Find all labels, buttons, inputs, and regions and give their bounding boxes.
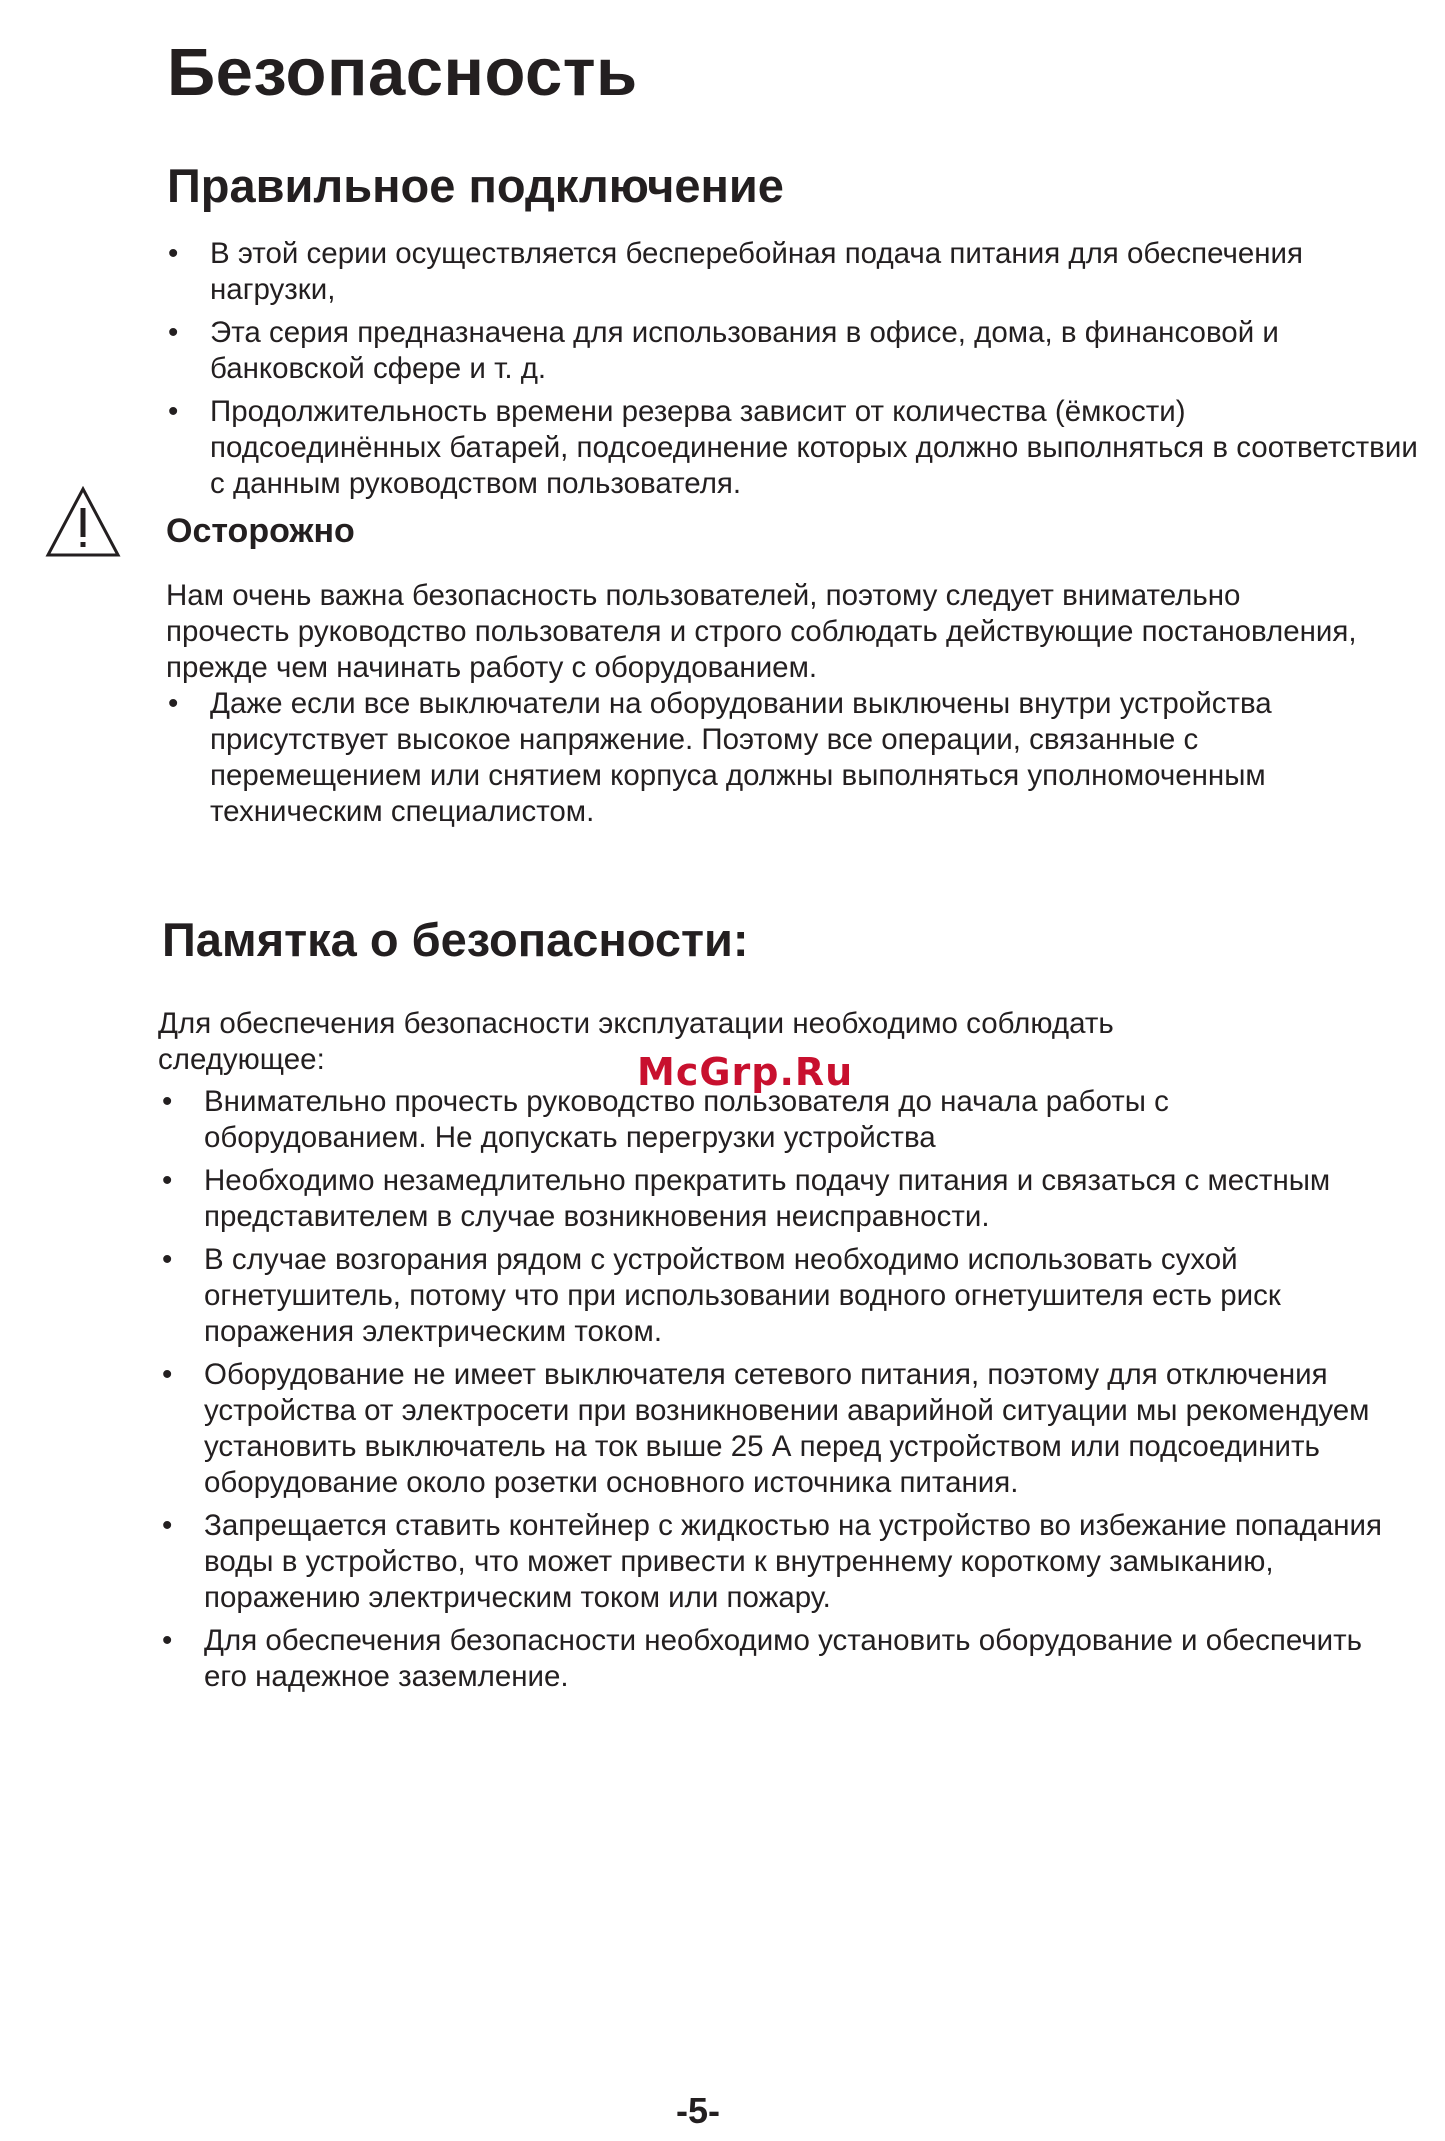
section-heading-safety-memo: Памятка о безопасности: (162, 913, 749, 966)
section-heading-connection: Правильное подключение (167, 159, 784, 212)
list-item: • Оборудование не имеет выключателя сетевого питания, поэтому для отключения устройства от электросети при возникновении аварийной ситуации мы рекомендуем установить выключатель на ток выше 25 А перед устройством или подсоединить оборудование около розетки основного источника питания. (162, 1358, 1370, 1499)
list-item: • В случае возгорания рядом с устройством необходимо использовать сухой огнетушитель, потому что при использовании водного огнетушителя есть риск поражения электрическим током. (162, 1243, 1281, 1348)
list-item: • В этой серии осуществляется бесперебойная подача питания для обеспечения нагрузки, (168, 237, 1304, 306)
safety-memo-block (158, 1006, 1398, 1702)
list-item: • Для обеспечения безопасности необходимо установить оборудование и обеспечить его надежное заземление. (162, 1624, 1362, 1693)
list-item: • Эта серия предназначена для использования в офисе, дома, в финансовой и банковской сфере и т. д. (168, 316, 1279, 385)
caution-paragraph: Нам очень важна безопасность пользователей, поэтому следует внимательно прочесть руководство пользователя и строго соблюдать действующие постановления, прежде чем начинать работу с оборудованием. (166, 579, 1357, 684)
list-item: • Даже если все выключатели на оборудовании выключены внутри устройства присутствует высокое напряжение. Поэтому все операции, связанные с перемещением или снятием корпуса должны выполняться уполномоченным техническим специалистом. (168, 687, 1272, 828)
caution-title: Осторожно (166, 512, 355, 550)
caution-block (166, 578, 1376, 837)
watermark: McGrp.Ru (637, 1050, 854, 1094)
list-item: • Запрещается ставить контейнер с жидкостью на устройство во избежание попадания воды в устройство, что может привести к внутреннему короткому замыканию, поражению электрическим током или пожару. (162, 1509, 1383, 1614)
page-title: Безопасность (167, 35, 638, 110)
list-item: • Продолжительность времени резерва зависит от количества (ёмкости) подсоединённых батарей, подсоединение которых должно выполняться в соответствии с данным руководством пользователя. (168, 395, 1418, 500)
list-item: • Внимательно прочесть руководство пользователя до начала работы с оборудованием. Не допускать перегрузки устройства (162, 1085, 1169, 1154)
safety-memo-intro: Для обеспечения безопасности эксплуатации необходимо соблюдать следующее: (158, 1007, 1114, 1076)
connection-bullets (168, 236, 1420, 509)
page-number: -5- (676, 2090, 720, 2131)
warning-triangle-icon (45, 486, 121, 558)
list-item: • Необходимо незамедлительно прекратить подачу питания и связаться с местным представителем в случае возникновения неисправности. (162, 1164, 1331, 1233)
